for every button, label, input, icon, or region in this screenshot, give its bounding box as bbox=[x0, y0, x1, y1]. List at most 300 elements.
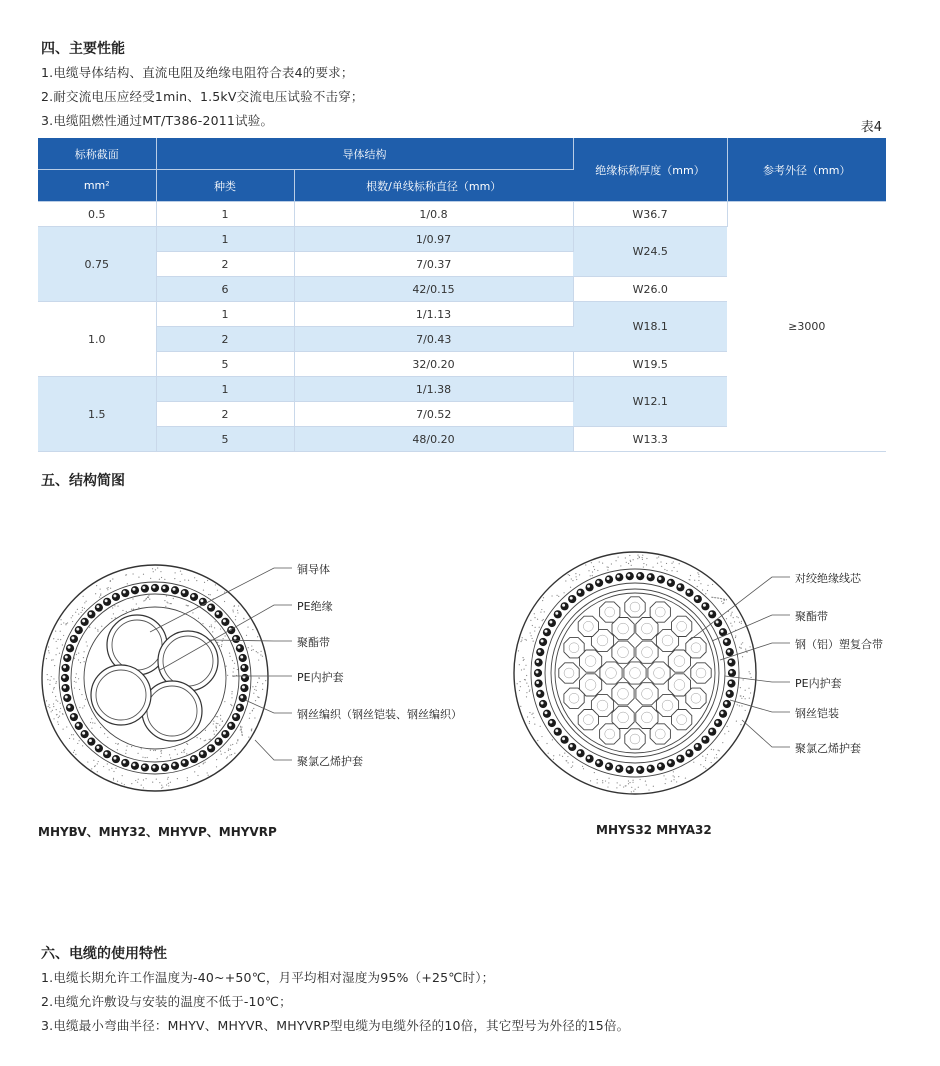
sheath-speckle bbox=[745, 649, 746, 650]
sheath-speckle bbox=[210, 739, 211, 740]
sheath-speckle bbox=[608, 778, 609, 779]
sheath-speckle bbox=[666, 563, 667, 564]
sheath-speckle bbox=[166, 601, 167, 602]
sheath-speckle bbox=[213, 723, 214, 724]
sheath-speckle bbox=[74, 750, 75, 751]
sheath-speckle bbox=[161, 577, 162, 578]
sheath-speckle bbox=[520, 641, 521, 642]
sheath-speckle bbox=[705, 757, 706, 758]
sheath-speckle bbox=[188, 580, 189, 581]
steel-wire-highlight bbox=[63, 686, 66, 689]
sheath-speckle bbox=[225, 666, 226, 667]
sheath-speckle bbox=[78, 652, 79, 653]
cell-kind: 5 bbox=[156, 352, 294, 377]
sheath-speckle bbox=[52, 692, 53, 693]
sheath-speckle bbox=[84, 661, 85, 662]
sheath-speckle bbox=[529, 723, 530, 724]
sheath-speckle bbox=[556, 595, 557, 596]
sheath-speckle bbox=[657, 563, 658, 564]
steel-wire-highlight bbox=[132, 763, 135, 766]
sheath-speckle bbox=[49, 684, 50, 685]
sheath-speckle bbox=[95, 593, 96, 594]
sheath-speckle bbox=[223, 638, 224, 639]
sheath-speckle bbox=[207, 580, 208, 581]
steel-wire-highlight bbox=[65, 696, 68, 699]
sheath-speckle bbox=[235, 616, 236, 617]
cell-strands: 32/0.20 bbox=[294, 352, 573, 377]
sheath-speckle bbox=[608, 567, 609, 568]
sheath-speckle bbox=[633, 559, 634, 560]
steel-wire-highlight bbox=[687, 590, 690, 593]
sheath-speckle bbox=[84, 608, 85, 609]
sheath-speckle bbox=[85, 699, 86, 700]
sheath-speckle bbox=[173, 598, 174, 599]
sheath-speckle bbox=[240, 727, 241, 728]
sheath-speckle bbox=[730, 615, 731, 616]
sheath-speckle bbox=[148, 597, 149, 598]
steel-wire-highlight bbox=[555, 729, 558, 732]
steel-wire-highlight bbox=[638, 767, 641, 770]
sheath-speckle bbox=[661, 566, 662, 567]
sheath-speckle bbox=[242, 735, 243, 736]
sheath-speckle bbox=[57, 701, 58, 702]
sheath-speckle bbox=[177, 778, 178, 779]
sheath-speckle bbox=[63, 635, 64, 636]
sheath-speckle bbox=[199, 766, 200, 767]
sheath-speckle bbox=[91, 718, 92, 719]
steel-wire-highlight bbox=[216, 739, 219, 742]
sheath-speckle bbox=[671, 563, 672, 564]
cell-kind: 1 bbox=[156, 227, 294, 252]
sheath-speckle bbox=[592, 571, 593, 572]
sheath-speckle bbox=[532, 713, 533, 714]
sheath-speckle bbox=[597, 570, 598, 571]
steel-wire-highlight bbox=[142, 765, 145, 768]
sheath-speckle bbox=[169, 754, 170, 755]
sheath-speckle bbox=[141, 748, 142, 749]
sheath-speckle bbox=[724, 599, 725, 600]
sheath-speckle bbox=[187, 777, 188, 778]
sheath-speckle bbox=[741, 698, 742, 699]
steel-wire-highlight bbox=[192, 594, 195, 597]
sheath-speckle bbox=[594, 772, 595, 773]
pair-core bbox=[600, 662, 622, 684]
sheath-speckle bbox=[203, 762, 204, 763]
cable-diagram-right bbox=[514, 552, 756, 794]
sheath-speckle bbox=[527, 716, 528, 717]
sheath-speckle bbox=[220, 718, 221, 719]
sheath-speckle bbox=[733, 617, 734, 618]
steel-wire-highlight bbox=[607, 577, 610, 580]
sheath-speckle bbox=[593, 566, 594, 567]
steel-wire-highlight bbox=[648, 766, 651, 769]
sheath-speckle bbox=[656, 557, 657, 558]
sheath-speckle bbox=[562, 756, 563, 757]
sheath-speckle bbox=[237, 612, 238, 613]
sheath-speckle bbox=[646, 564, 647, 565]
sheath-speckle bbox=[149, 599, 150, 600]
section-6-line-2: 2.电缆允许敷设与安装的温度不低于-10℃； bbox=[41, 994, 292, 1009]
sheath-speckle bbox=[78, 613, 79, 614]
sheath-speckle bbox=[567, 762, 568, 763]
sheath-speckle bbox=[231, 697, 232, 698]
sheath-speckle bbox=[113, 779, 114, 780]
steel-wire-highlight bbox=[113, 594, 116, 597]
sheath-speckle bbox=[53, 706, 54, 707]
sheath-speckle bbox=[82, 610, 83, 611]
header-unit: mm² bbox=[38, 170, 156, 202]
sheath-speckle bbox=[152, 568, 153, 569]
sheath-speckle bbox=[211, 624, 212, 625]
steel-wire-highlight bbox=[105, 752, 108, 755]
section-4-line-3: 3.电缆阻燃性通过MT/T386-2011试验。 bbox=[41, 113, 274, 128]
pair-core bbox=[600, 602, 620, 622]
cell-strands: 7/0.43 bbox=[294, 327, 573, 352]
sheath-speckle bbox=[125, 753, 126, 754]
sheath-speckle bbox=[196, 580, 197, 581]
sheath-speckle bbox=[673, 567, 674, 568]
sheath-speckle bbox=[53, 688, 54, 689]
sheath-speckle bbox=[160, 750, 161, 751]
sheath-speckle bbox=[736, 616, 737, 617]
sheath-speckle bbox=[233, 611, 234, 612]
sheath-speckle bbox=[75, 754, 76, 755]
sheath-speckle bbox=[147, 757, 148, 758]
sheath-speckle bbox=[607, 569, 608, 570]
sheath-speckle bbox=[74, 658, 75, 659]
steel-wire-highlight bbox=[192, 757, 195, 760]
steel-wire-highlight bbox=[730, 671, 733, 674]
sheath-speckle bbox=[210, 594, 211, 595]
sheath-speckle bbox=[51, 676, 52, 677]
sheath-speckle bbox=[665, 778, 666, 779]
steel-wire-highlight bbox=[536, 681, 539, 684]
sheath-speckle bbox=[62, 713, 63, 714]
sheath-speckle bbox=[143, 787, 144, 788]
sheath-speckle bbox=[572, 765, 573, 766]
sheath-speckle bbox=[546, 743, 547, 744]
sheath-speckle bbox=[138, 607, 139, 608]
sheath-speckle bbox=[126, 750, 127, 751]
sheath-speckle bbox=[528, 686, 529, 687]
sheath-speckle bbox=[229, 656, 230, 657]
sheath-speckle bbox=[76, 673, 77, 674]
sheath-speckle bbox=[705, 593, 706, 594]
steel-wire-highlight bbox=[89, 739, 92, 742]
steel-wire-highlight bbox=[76, 628, 79, 631]
sheath-speckle bbox=[628, 563, 629, 564]
steel-wire-highlight bbox=[729, 660, 732, 663]
sheath-speckle bbox=[698, 574, 699, 575]
sheath-speckle bbox=[532, 625, 533, 626]
sheath-speckle bbox=[235, 619, 236, 620]
sheath-speckle bbox=[742, 642, 743, 643]
sheath-speckle bbox=[697, 586, 698, 587]
steel-wire-highlight bbox=[536, 671, 539, 674]
steel-wire-highlight bbox=[638, 574, 641, 577]
sheath-speckle bbox=[519, 690, 520, 691]
steel-wire-highlight bbox=[242, 686, 245, 689]
sheath-speckle bbox=[542, 620, 543, 621]
steel-wire-highlight bbox=[668, 761, 671, 764]
steel-wire-highlight bbox=[63, 665, 66, 668]
sheath-speckle bbox=[707, 754, 708, 755]
sheath-speckle bbox=[256, 651, 257, 652]
sheath-speckle bbox=[157, 758, 158, 759]
sheath-speckle bbox=[79, 689, 80, 690]
steel-wire-highlight bbox=[96, 605, 99, 608]
sheath-speckle bbox=[253, 649, 254, 650]
sheath-speckle bbox=[213, 730, 214, 731]
sheath-speckle bbox=[530, 632, 531, 633]
steel-wire-highlight bbox=[549, 721, 552, 724]
steel-wire-highlight bbox=[240, 696, 243, 699]
sheath-speckle bbox=[558, 596, 559, 597]
sheath-speckle bbox=[148, 595, 149, 596]
sheath-speckle bbox=[260, 651, 261, 652]
sheath-speckle bbox=[750, 692, 751, 693]
sheath-speckle bbox=[117, 606, 118, 607]
sheath-speckle bbox=[588, 570, 589, 571]
steel-wire-highlight bbox=[727, 691, 730, 694]
sheath-speckle bbox=[113, 778, 114, 779]
sheath-speckle bbox=[126, 611, 127, 612]
sheath-speckle bbox=[100, 595, 101, 596]
sheath-speckle bbox=[583, 768, 584, 769]
steel-wire-highlight bbox=[182, 760, 185, 763]
sheath-speckle bbox=[81, 694, 82, 695]
steel-wire-highlight bbox=[153, 766, 156, 769]
sheath-speckle bbox=[529, 691, 530, 692]
sheath-speckle bbox=[541, 609, 542, 610]
sheath-speckle bbox=[540, 726, 541, 727]
sheath-speckle bbox=[75, 677, 76, 678]
sheath-speckle bbox=[592, 575, 593, 576]
sheath-speckle bbox=[615, 560, 616, 561]
steel-wire-highlight bbox=[695, 597, 698, 600]
sheath-speckle bbox=[110, 580, 111, 581]
cell-outer-diameter: ≥3000 bbox=[727, 202, 886, 452]
steel-wire-highlight bbox=[89, 612, 92, 615]
sheath-speckle bbox=[93, 760, 94, 761]
cell-insulation: W12.1 bbox=[573, 377, 727, 427]
sheath-speckle bbox=[73, 738, 74, 739]
sheath-speckle bbox=[82, 707, 83, 708]
steel-wire-highlight bbox=[716, 721, 719, 724]
sheath-speckle bbox=[153, 571, 154, 572]
cell-kind: 1 bbox=[156, 377, 294, 402]
sheath-speckle bbox=[582, 766, 583, 767]
sheath-speckle bbox=[137, 782, 138, 783]
sheath-speckle bbox=[569, 575, 570, 576]
steel-wire-highlight bbox=[587, 585, 590, 588]
sheath-speckle bbox=[150, 578, 151, 579]
sheath-speckle bbox=[168, 785, 169, 786]
sheath-speckle bbox=[53, 659, 54, 660]
sheath-speckle bbox=[82, 745, 83, 746]
sheath-speckle bbox=[643, 566, 644, 567]
sheath-speckle bbox=[164, 600, 165, 601]
steel-wire-highlight bbox=[200, 599, 203, 602]
sheath-speckle bbox=[671, 781, 672, 782]
sheath-speckle bbox=[256, 690, 257, 691]
sheath-speckle bbox=[215, 584, 216, 585]
sheath-speckle bbox=[138, 779, 139, 780]
sheath-speckle bbox=[106, 588, 107, 589]
sheath-speckle bbox=[258, 697, 259, 698]
sheath-speckle bbox=[184, 752, 185, 753]
steel-wire-highlight bbox=[703, 604, 706, 607]
sheath-speckle bbox=[639, 779, 640, 780]
sheath-speckle bbox=[727, 726, 728, 727]
sheath-speckle bbox=[749, 646, 750, 647]
steel-wire-highlight bbox=[578, 590, 581, 593]
section-6-line-3: 3.电缆最小弯曲半径：MHYV、MHYVR、MHYVRP型电缆为电缆外径的10倍，其它型号为外径的15倍。 bbox=[41, 1018, 630, 1033]
sheath-speckle bbox=[216, 766, 217, 767]
cell-strands: 7/0.52 bbox=[294, 402, 573, 427]
sheath-speckle bbox=[111, 618, 112, 619]
steel-wire-highlight bbox=[182, 591, 185, 594]
sheath-speckle bbox=[731, 625, 732, 626]
sheath-speckle bbox=[548, 753, 549, 754]
sheath-speckle bbox=[567, 756, 568, 757]
sheath-speckle bbox=[74, 681, 75, 682]
sheath-speckle bbox=[115, 768, 116, 769]
sheath-speckle bbox=[214, 734, 215, 735]
sheath-speckle bbox=[743, 696, 744, 697]
sheath-speckle bbox=[171, 603, 172, 604]
sheath-speckle bbox=[180, 571, 181, 572]
sheath-speckle bbox=[109, 769, 110, 770]
sheath-speckle bbox=[57, 721, 58, 722]
sheath-speckle bbox=[529, 689, 530, 690]
sheath-speckle bbox=[60, 631, 61, 632]
sheath-speckle bbox=[47, 679, 48, 680]
sheath-speckle bbox=[565, 580, 566, 581]
sheath-speckle bbox=[526, 683, 527, 684]
sheath-speckle bbox=[599, 561, 600, 562]
sheath-speckle bbox=[160, 756, 161, 757]
sheath-speckle bbox=[520, 706, 521, 707]
sheath-speckle bbox=[143, 600, 144, 601]
cell-section: 1.0 bbox=[38, 302, 156, 377]
sheath-speckle bbox=[665, 783, 666, 784]
sheath-speckle bbox=[238, 605, 239, 606]
sheath-speckle bbox=[184, 749, 185, 750]
pair-core bbox=[564, 688, 584, 708]
sheath-speckle bbox=[735, 637, 736, 638]
sheath-speckle bbox=[631, 791, 632, 792]
sheath-speckle bbox=[214, 627, 215, 628]
sheath-speckle bbox=[60, 703, 61, 704]
sheath-speckle bbox=[520, 686, 521, 687]
steel-wire-highlight bbox=[132, 588, 135, 591]
sheath-speckle bbox=[532, 638, 533, 639]
sheath-speckle bbox=[602, 782, 603, 783]
cell-kind: 2 bbox=[156, 402, 294, 427]
sheath-speckle bbox=[526, 692, 527, 693]
sheath-speckle bbox=[732, 612, 733, 613]
pair-core bbox=[625, 729, 645, 749]
sheath-speckle bbox=[718, 598, 719, 599]
cell-kind: 6 bbox=[156, 277, 294, 302]
sheath-speckle bbox=[215, 621, 216, 622]
section-5-title: 五、结构简图 bbox=[41, 473, 125, 489]
steel-wire-highlight bbox=[587, 756, 590, 759]
cell-insulation: W18.1 bbox=[573, 302, 727, 352]
steel-wire-highlight bbox=[570, 597, 573, 600]
sheath-speckle bbox=[124, 784, 125, 785]
sheath-speckle bbox=[159, 782, 160, 783]
sheath-speckle bbox=[526, 675, 527, 676]
sheath-speckle bbox=[228, 750, 229, 751]
steel-wire-highlight bbox=[648, 575, 651, 578]
sheath-speckle bbox=[87, 761, 88, 762]
sheath-speckle bbox=[611, 563, 612, 564]
steel-wire-highlight bbox=[555, 612, 558, 615]
sheath-speckle bbox=[236, 743, 237, 744]
sheath-speckle bbox=[746, 652, 747, 653]
sheath-speckle bbox=[175, 572, 176, 573]
sheath-speckle bbox=[551, 595, 552, 596]
sheath-speckle bbox=[724, 733, 725, 734]
sheath-speckle bbox=[145, 778, 146, 779]
sheath-speckle bbox=[97, 763, 98, 764]
sheath-speckle bbox=[232, 744, 233, 745]
sheath-speckle bbox=[530, 620, 531, 621]
sheath-speckle bbox=[262, 683, 263, 684]
sheath-speckle bbox=[100, 727, 101, 728]
sheath-speckle bbox=[605, 780, 606, 781]
sheath-speckle bbox=[713, 749, 714, 750]
sheath-speckle bbox=[99, 596, 100, 597]
sheath-speckle bbox=[531, 714, 532, 715]
sheath-speckle bbox=[741, 705, 742, 706]
sheath-speckle bbox=[142, 757, 143, 758]
pair-core bbox=[650, 724, 670, 744]
sheath-speckle bbox=[652, 567, 653, 568]
sheath-speckle bbox=[721, 601, 722, 602]
sheath-speckle bbox=[590, 575, 591, 576]
sheath-speckle bbox=[571, 578, 572, 579]
sheath-speckle bbox=[749, 671, 750, 672]
sheath-speckle bbox=[96, 585, 97, 586]
sheath-speckle bbox=[170, 782, 171, 783]
sheath-speckle bbox=[113, 771, 114, 772]
sheath-speckle bbox=[572, 580, 573, 581]
sheath-speckle bbox=[48, 646, 49, 647]
steel-wire-highlight bbox=[678, 585, 681, 588]
sheath-speckle bbox=[161, 785, 162, 786]
steel-wire-highlight bbox=[536, 660, 539, 663]
sheath-speckle bbox=[107, 763, 108, 764]
sheath-speckle bbox=[205, 730, 206, 731]
sheath-speckle bbox=[734, 621, 735, 622]
sheath-speckle bbox=[160, 571, 161, 572]
sheath-speckle bbox=[522, 657, 523, 658]
sheath-speckle bbox=[543, 597, 544, 598]
section-6-line-1: 1.电缆长期允许工作温度为-40~+50℃，月平均相对湿度为95%（+25℃时）； bbox=[41, 970, 495, 985]
sheath-speckle bbox=[177, 754, 178, 755]
sheath-speckle bbox=[83, 596, 84, 597]
sheath-speckle bbox=[78, 659, 79, 660]
sheath-speckle bbox=[645, 781, 646, 782]
sheath-speckle bbox=[563, 592, 564, 593]
sheath-speckle bbox=[585, 564, 586, 565]
sheath-speckle bbox=[689, 579, 690, 580]
sheath-speckle bbox=[114, 605, 115, 606]
sheath-speckle bbox=[230, 745, 231, 746]
